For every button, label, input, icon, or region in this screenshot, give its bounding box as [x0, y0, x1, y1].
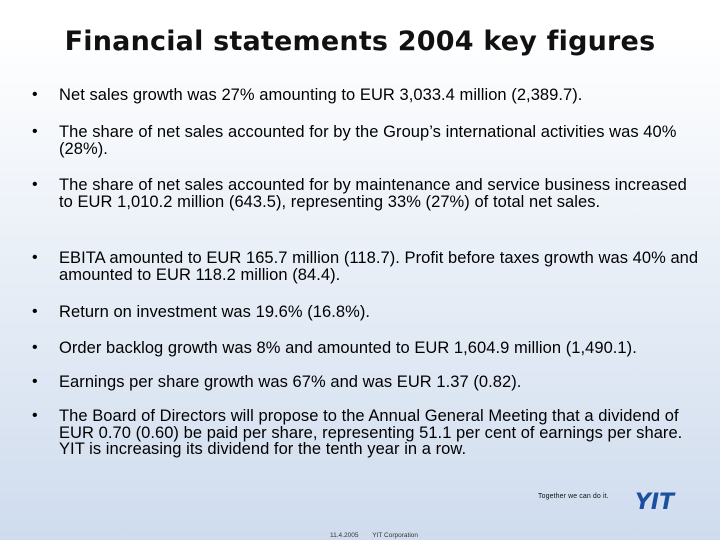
- yit-logo-icon: [633, 490, 701, 512]
- bullet-marker: •: [32, 373, 38, 390]
- footer-info: [330, 532, 418, 539]
- bullet-text: The share of net sales accounted for by maintenance and service business increased to EUR 1,010.2 million (643.5), representing 33% (27%) of total net sales.: [59, 176, 687, 211]
- footer-tagline: Together we can do it.: [538, 493, 609, 500]
- bullet-marker: •: [32, 176, 38, 193]
- bullet-marker: •: [32, 303, 38, 320]
- bullet-text: The Board of Directors will propose to the Annual General Meeting that a dividend of EUR 0.70 (0.60) be paid per share, representing 51.1 per cent of earnings per share. YIT is increasing its dividend for the tenth year in a row.: [59, 407, 683, 458]
- footer-date: 11.4.2005: [330, 532, 359, 539]
- bullet-marker: •: [32, 86, 38, 103]
- slide-title: Financial statements 2004 key figures: [64, 26, 656, 57]
- bullet-text: The share of net sales accounted for by the Group’s international activities was 40% (28%).: [59, 123, 677, 158]
- bullet-marker: •: [32, 123, 38, 140]
- logo-text: YIT: [635, 490, 675, 512]
- bullet-text: Return on investment was 19.6% (16.8%).: [59, 303, 371, 321]
- footer-company: YIT Corporation: [372, 532, 419, 539]
- bullet-text: Net sales growth was 27% amounting to EUR 3,033.4 million (2,389.7).: [59, 86, 583, 104]
- bullet-marker: •: [32, 407, 38, 424]
- bullet-marker: •: [32, 339, 38, 356]
- bullet-text: Order backlog growth was 8% and amounted to EUR 1,604.9 million (1,490.1).: [59, 339, 637, 357]
- bullet-text: EBITA amounted to EUR 165.7 million (118.7). Profit before taxes growth was 40% and amounted to EUR 118.2 million (84.4).: [59, 249, 699, 284]
- bullet-text: Earnings per share growth was 67% and was EUR 1.37 (0.82).: [59, 373, 522, 391]
- bullet-marker: •: [32, 249, 38, 266]
